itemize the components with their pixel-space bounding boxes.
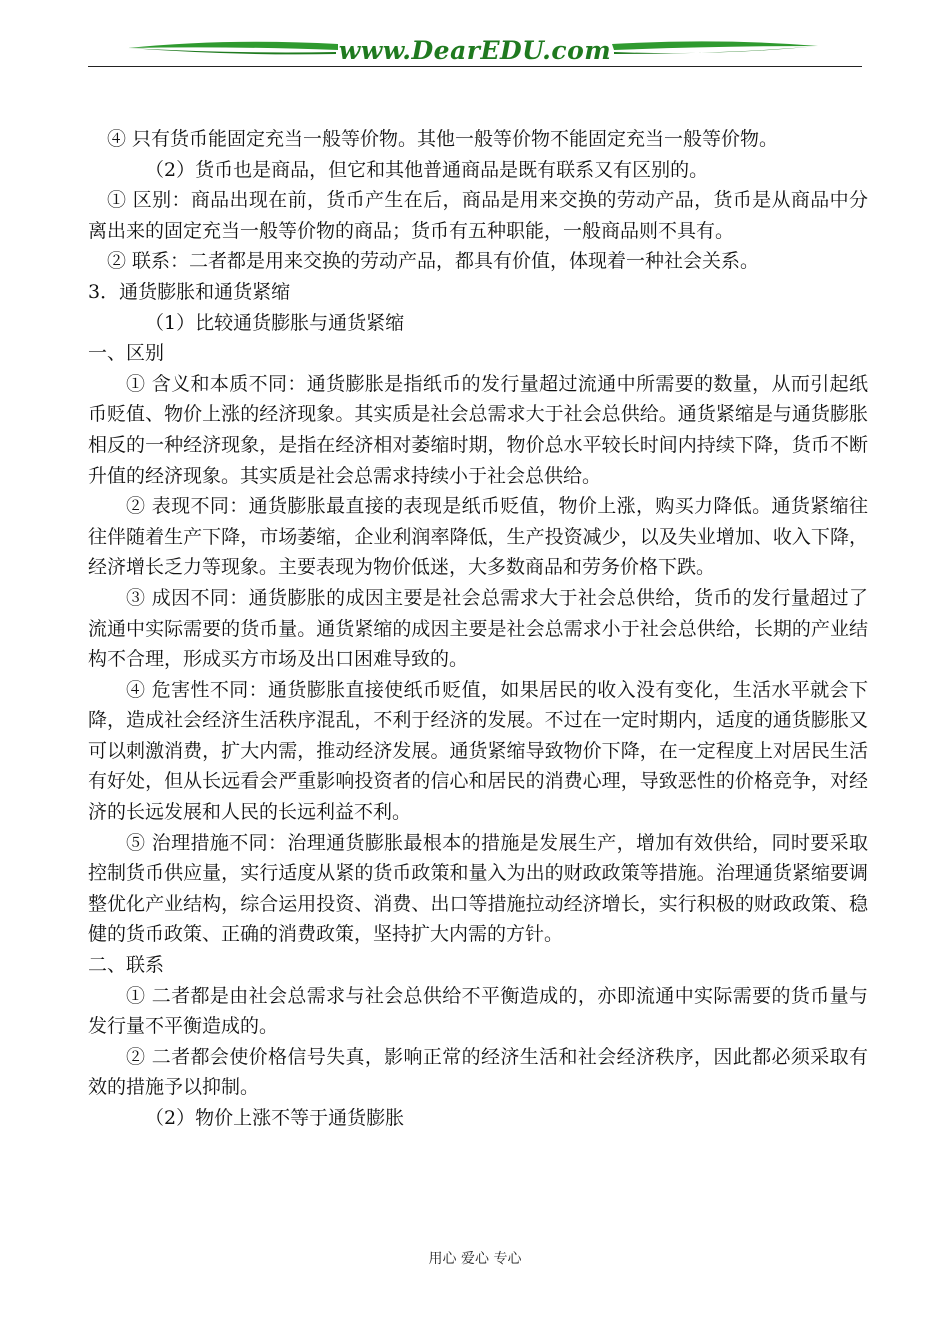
paragraph: ② 联系：二者都是用来交换的劳动产品，都具有价值，体现着一种社会关系。 (107, 250, 760, 273)
paragraph: 3．通货膨胀和通货紧缩 (88, 280, 291, 303)
paragraph: （2）货币也是商品，但它和其他普通商品是既有联系又有区别的。 (145, 158, 709, 181)
page-footer: 用心 爱心 专心 (428, 1251, 522, 1267)
paragraph: ② 表现不同：通货膨胀最直接的表现是纸币贬值，物价上涨，购买力降低。通货紧缩往往伴随着生产下降，市场萎缩，企业利润率降低，生产投资减少，以及失业增加、收入下降，经济增长乏力等现象。主要表现为物价低迷，大多数商品和劳务价格下跌。 (88, 495, 868, 579)
header-divider (88, 66, 862, 67)
paragraph: （1）比较通货膨胀与通货紧缩 (145, 311, 405, 334)
page-header (88, 34, 862, 74)
paragraph: （2）物价上涨不等于通货膨胀 (145, 1107, 405, 1129)
paragraph: ④ 只有货币能固定充当一般等价物。其他一般等价物不能固定充当一般等价物。 (107, 128, 779, 150)
paragraph: 二、联系 (88, 954, 165, 977)
paragraph: ③ 成因不同：通货膨胀的成因主要是社会总需求大于社会总供给，货币的发行量超过了流通中实际需要的货币量。通货紧缩的成因主要是社会总需求小于社会总供给，长期的产业结构不合理，形成买方市场及出口困难导致的。 (88, 586, 868, 671)
paragraph: ① 二者都是由社会总需求与社会总供给不平衡造成的，亦即流通中实际需要的货币量与发行量不平衡造成的。 (88, 984, 868, 1038)
document-body (88, 124, 868, 1134)
paragraph: ① 含义和本质不同：通货膨胀是指纸币的发行量超过流通中所需要的数量，从而引起纸币贬值、物价上涨的经济现象。其实质是社会总需求大于社会总供给。通货紧缩是与通货膨胀相反的一种经济现象，是指在经济相对萎缩时期，物价总水平较长时间内持续下降，货币不断升值的经济现象。其实质是社会总需求持续小于社会总供给。 (88, 372, 868, 487)
paragraph: ① 区别：商品出现在前，货币产生在后，商品是用来交换的劳动产品，货币是从商品中分离出来的固定充当一般等价物的商品；货币有五种职能，一般商品则不具有。 (88, 189, 868, 242)
site-logo-text[interactable]: www.DearEDU.com (338, 36, 612, 65)
paragraph: ④ 危害性不同：通货膨胀直接使纸币贬值，如果居民的收入没有变化，生活水平就会下降，造成社会经济生活秩序混乱，不利于经济的发展。不过在一定时期内，适度的通货膨胀又可以刺激消费，扩大内需，推动经济发展。通货紧缩导致物价下降，在一定程度上对居民生活有好处，但从长远看会严重影响投资者的信心和居民的消费心理，导致恶性的价格竞争，对经济的长远发展和人民的长远利益不利。 (88, 678, 868, 824)
paragraph: 一、区别 (88, 342, 165, 365)
paragraph: ② 二者都会使价格信号失真，影响正常的经济生活和社会经济秩序，因此都必须采取有效的措施予以抑制。 (88, 1045, 868, 1099)
paragraph: ⑤ 治理措施不同：治理通货膨胀最根本的措施是发展生产，增加有效供给，同时要采取控制货币供应量，实行适度从紧的货币政策和量入为出的财政政策等措施。治理通货紧缩要调整优化产业结构，综合运用投资、消费、出口等措施拉动经济增长，实行积极的财政政策、稳健的货币政策、正确的消费政策，坚持扩大内需的方针。 (88, 831, 868, 946)
